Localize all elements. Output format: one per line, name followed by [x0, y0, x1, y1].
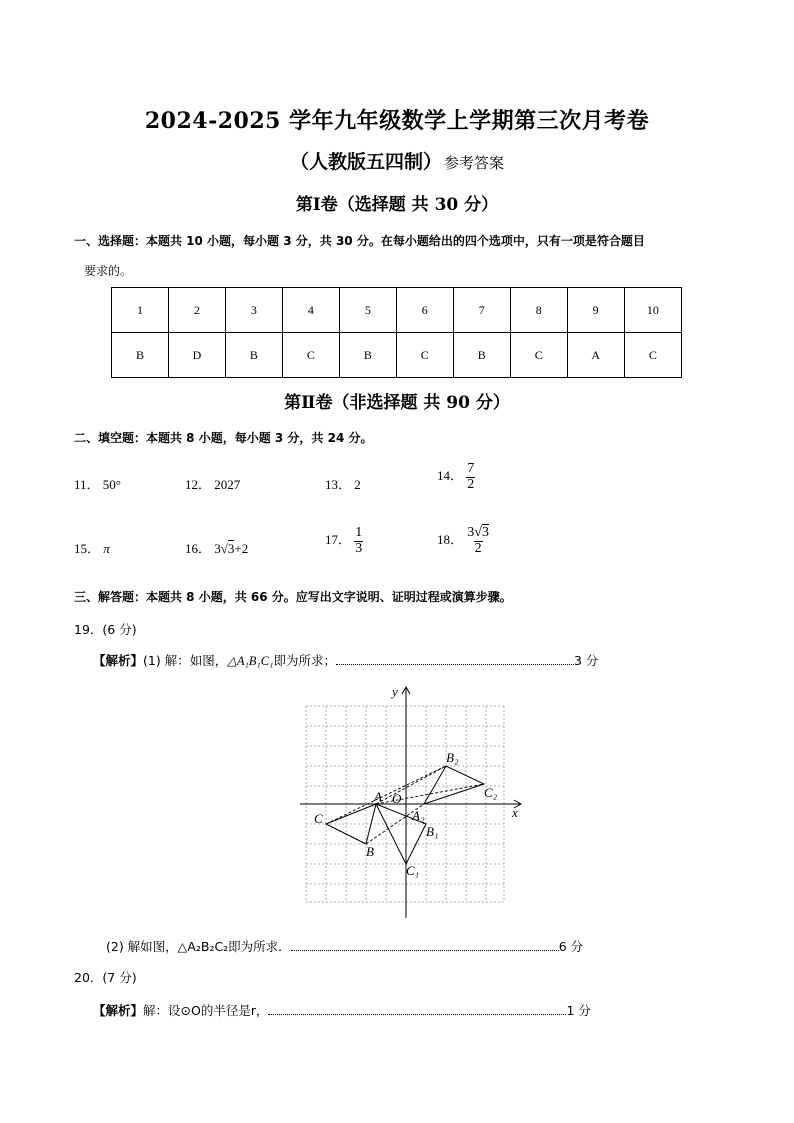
table-cell: 10 [624, 288, 681, 333]
table-cell: A [567, 333, 624, 378]
table-cell: 1 [112, 288, 169, 333]
q20-heading: 20．(7 分) [74, 970, 137, 985]
table-cell: B [225, 333, 282, 378]
table-cell: 2 [168, 288, 225, 333]
page-subtitle [0, 147, 794, 174]
table-cell: C [624, 333, 681, 378]
table-cell: B [339, 333, 396, 378]
point-label-c1: C₁ [406, 863, 420, 878]
axis-label-x: x [512, 805, 518, 820]
choice-instruction-line1: 一、选择题：本题共 10 小题，每小题 3 分，共 30 分。在每小题给出的四个选项中，只有一项是符合题目 [74, 234, 645, 248]
part2-title: 第Ⅱ卷（非选择题 共 90 分） [284, 393, 510, 413]
table-cell: D [168, 333, 225, 378]
choice-instruction-line2: 要求的。 [84, 264, 133, 278]
subtitle-edition: （人教版五四制） [289, 151, 442, 173]
q20-line1: 【解析】解：设⊙O的半径是r， 1 分 [93, 1003, 591, 1018]
origin-label: O [392, 791, 402, 806]
table-cell: 3 [225, 288, 282, 333]
answer-18: 18． $\frac{3√3}{2}$ [437, 525, 489, 556]
table-cell: B [453, 333, 510, 378]
table-cell: 4 [282, 288, 339, 333]
solve-instruction: 三、解答题：本题共 8 小题，共 66 分。应写出文字说明、证明过程或演算步骤。 [74, 590, 512, 604]
axis-label-y: y [392, 684, 398, 699]
answer-15: 15． π [74, 541, 110, 556]
choice-answer-table [111, 287, 682, 378]
point-label-c2: C₂ [484, 785, 498, 800]
page-title: 2024-2025 学年九年级数学上学期第三次月考卷 [144, 108, 650, 134]
subtitle-tag: 参考答案 [444, 154, 505, 172]
table-cell: B [112, 333, 169, 378]
construction-lines [326, 766, 484, 844]
point-label-b2: B₂ [446, 750, 459, 765]
q19-line1: 【解析】(1) 解：如图，△A₁B₁C₁即为所求； 3 分 [93, 653, 599, 668]
q19-heading: 19．(6 分) [74, 622, 137, 637]
table-cell: C [396, 333, 453, 378]
q19-line2: (2) 解如图，△A₂B₂C₂即为所求． 6 分 [106, 939, 584, 954]
answer-13: 13． 2 [325, 477, 361, 492]
fill-instruction: 二、填空题：本题共 8 小题，每小题 3 分，共 24 分。 [74, 431, 373, 445]
table-cell: 6 [396, 288, 453, 333]
point-label-a: A [374, 789, 382, 804]
point-label-b1: B₁ [426, 824, 439, 839]
table-row-answers [112, 333, 682, 378]
point-label-a2: A₂ [412, 808, 425, 823]
part1-title: 第Ⅰ卷（选择题 共 30 分） [295, 195, 499, 215]
answer-17: 17． $\frac{1}{3}$ [325, 525, 363, 556]
point-label-c: C [314, 811, 323, 826]
table-cell: 7 [453, 288, 510, 333]
table-cell: 8 [510, 288, 567, 333]
table-cell: C [282, 333, 339, 378]
table-row-numbers [112, 288, 682, 333]
answer-11: 11． 50° [74, 477, 121, 492]
answer-14: 14． $\frac{7}{2}$ [437, 461, 475, 492]
coordinate-grid-figure [296, 682, 528, 922]
answer-12: 12． 2027 [185, 477, 241, 492]
point-label-b: B [366, 844, 374, 859]
triangle-a2b2c2 [424, 766, 484, 804]
table-cell: 9 [567, 288, 624, 333]
table-cell: 5 [339, 288, 396, 333]
table-cell: C [510, 333, 567, 378]
answer-16: 16． 3√3+2 [185, 541, 249, 556]
